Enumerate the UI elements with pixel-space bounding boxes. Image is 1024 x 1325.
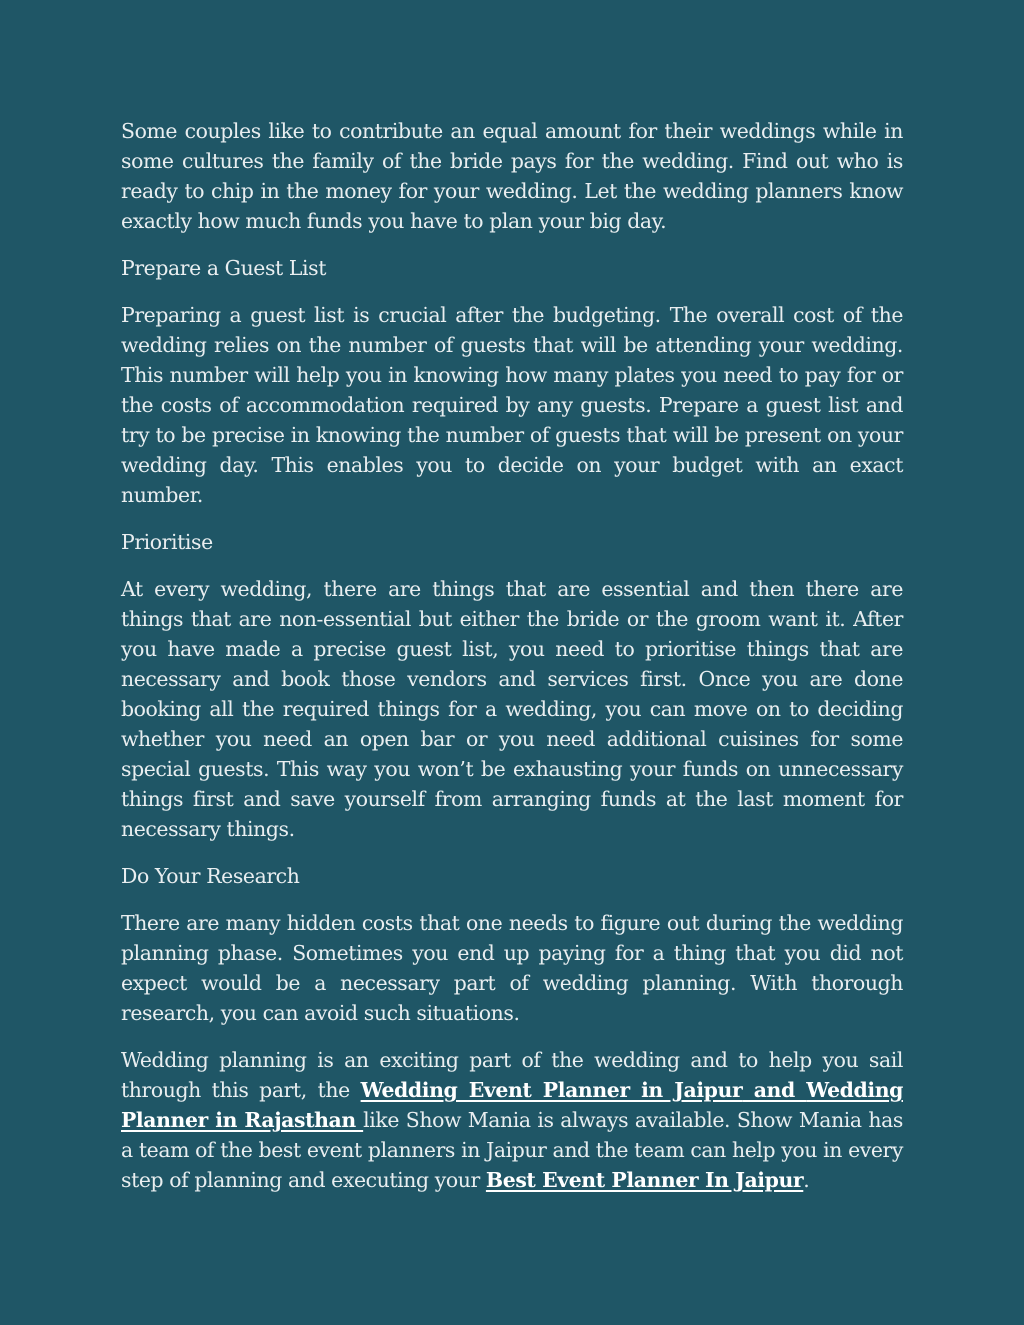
heading-prioritise: Prioritise [121,530,213,554]
link-best-event-planner-jaipur[interactable]: Best Event Planner In Jaipur [485,1168,804,1192]
paragraph-research: There are many hidden costs that one needs to figure out during the wedding planning phase. Sometimes you end up paying for a thing that you did not expect would be a necessary part of wedding planning. With thorough research, you can avoid such situations. [121,911,903,1025]
closing-text-d: . [803,1168,810,1192]
heading-prepare-guest-list: Prepare a Guest List [121,256,327,280]
document-page [121,116,903,1212]
paragraph-closing [121,1045,903,1195]
link-wedding-planner-rajasthan[interactable]: Wedding Planner in Rajasthan [121,1078,903,1132]
closing-text-a: Wedding planning is an exciting part of the wedding and to help you sail through this part, the [121,1048,903,1102]
heading-do-your-research: Do Your Research [121,864,300,888]
closing-text-and: and [742,1078,807,1102]
paragraph-guest-list: Preparing a guest list is crucial after the budgeting. The overall cost of the wedding relies on the number of guests that will be attending your wedding. This number will help you in knowing how many plates you need to pay for or the costs of accommodation required by any guests. Prepare a guest list and try to be precise in knowing the number of guests that will be present on your wedding day. This enables you to decide on your budget with an exact number. [121,303,903,507]
paragraph-budget-contribution: Some couples like to contribute an equal amount for their weddings while in some cultures the family of the bride pays for the wedding. Find out who is ready to chip in the money for your wedding. Let the wedding planners know exactly how much funds you have to plan your big day. [121,119,903,233]
closing-text-c: like Show Mania is always available. Show Mania has a team of the best event planners in Jaipur and the team can help you in every step of planning and executing your [121,1108,903,1192]
link-wedding-event-planner-jaipur[interactable]: Wedding Event Planner in Jaipur [360,1078,743,1102]
paragraph-prioritise: At every wedding, there are things that are essential and then there are things that are non-essential but either the bride or the groom want it. After you have made a precise guest list, you need to prioritise things that are necessary and book those vendors and services first. Once you are done booking all the required things for a wedding, you can move on to deciding whether you need an open bar or you need additional cuisines for some special guests. This way you won’t be exhausting your funds on unnecessary things first and save yourself from arranging funds at the last moment for necessary things. [121,577,903,841]
